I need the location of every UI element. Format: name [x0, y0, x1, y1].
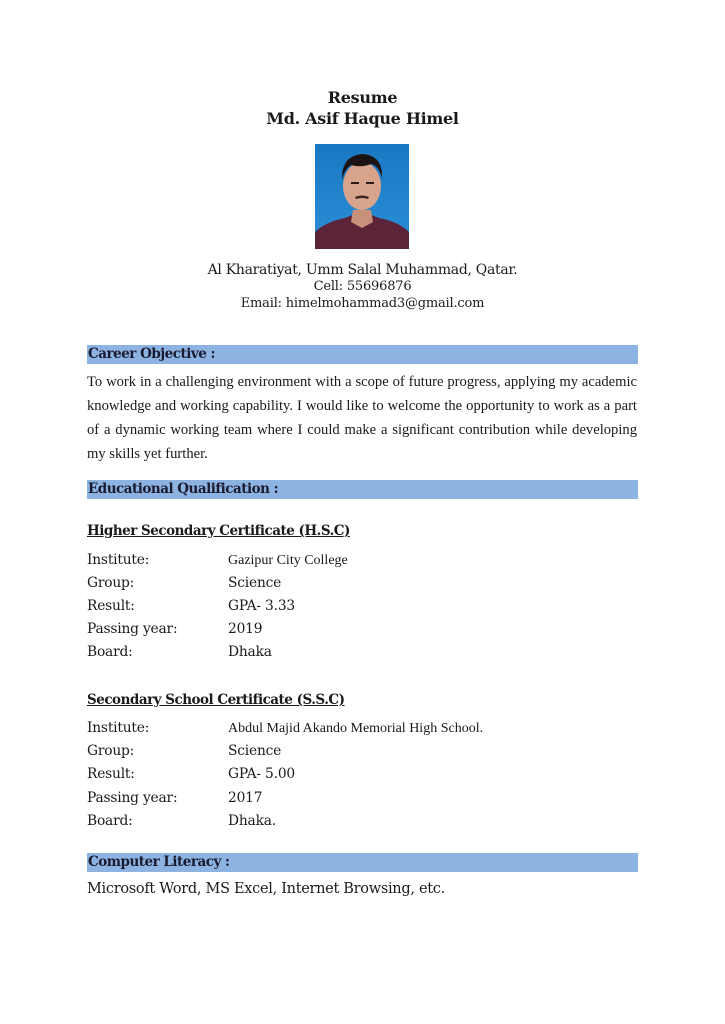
email-address: Email: himelmohammad3@gmail.com: [240, 296, 485, 311]
field-value: 2017: [228, 790, 263, 806]
hsc-heading: Higher Secondary Certificate (H.S.C): [87, 523, 350, 539]
field-value: Science: [228, 575, 282, 591]
field-label: Result:: [87, 598, 135, 614]
document-title: Resume: [327, 88, 398, 107]
address: Al Kharatiyat, Umm Salal Muhammad, Qatar.: [207, 262, 518, 278]
field-value: Dhaka.: [228, 813, 276, 829]
profile-photo: [315, 144, 409, 249]
field-label: Group:: [87, 743, 135, 759]
field-label: Institute:: [87, 720, 150, 736]
field-label: Group:: [87, 575, 135, 591]
field-label: Institute:: [87, 552, 150, 568]
field-value: 2019: [228, 621, 263, 637]
field-label: Result:: [87, 766, 135, 782]
field-label: Board:: [87, 644, 133, 660]
field-value: Abdul Majid Akando Memorial High School.: [228, 721, 484, 736]
profile-photo-icon: [315, 144, 409, 249]
career-objective-text: To work in a challenging environment with a scope of future progress, applying my academic knowledge and working capability. I would like to welcome the opportunity to work as a part of a dynamic working team where I could make a significant contribution while developing my skills yet further.: [87, 374, 637, 462]
ssc-heading: Secondary School Certificate (S.S.C): [87, 692, 345, 708]
section-header-career-objective: Career Objective :: [87, 345, 638, 364]
field-value: Dhaka: [228, 644, 272, 660]
section-header-computer-literacy: Computer Literacy :: [87, 853, 638, 872]
field-label: Passing year:: [87, 790, 178, 806]
candidate-name: Md. Asif Haque Himel: [266, 109, 459, 128]
field-value: Science: [228, 743, 282, 759]
section-header-educational-qualification: Educational Qualification :: [87, 480, 638, 499]
field-value: GPA- 5.00: [228, 766, 295, 782]
phone-number: Cell: 55696876: [313, 279, 412, 294]
field-value: Gazipur City College: [228, 553, 348, 568]
field-value: GPA- 3.33: [228, 598, 295, 614]
field-label: Board:: [87, 813, 133, 829]
field-label: Passing year:: [87, 621, 178, 637]
computer-literacy-text: Microsoft Word, MS Excel, Internet Browsing, etc.: [87, 881, 445, 897]
